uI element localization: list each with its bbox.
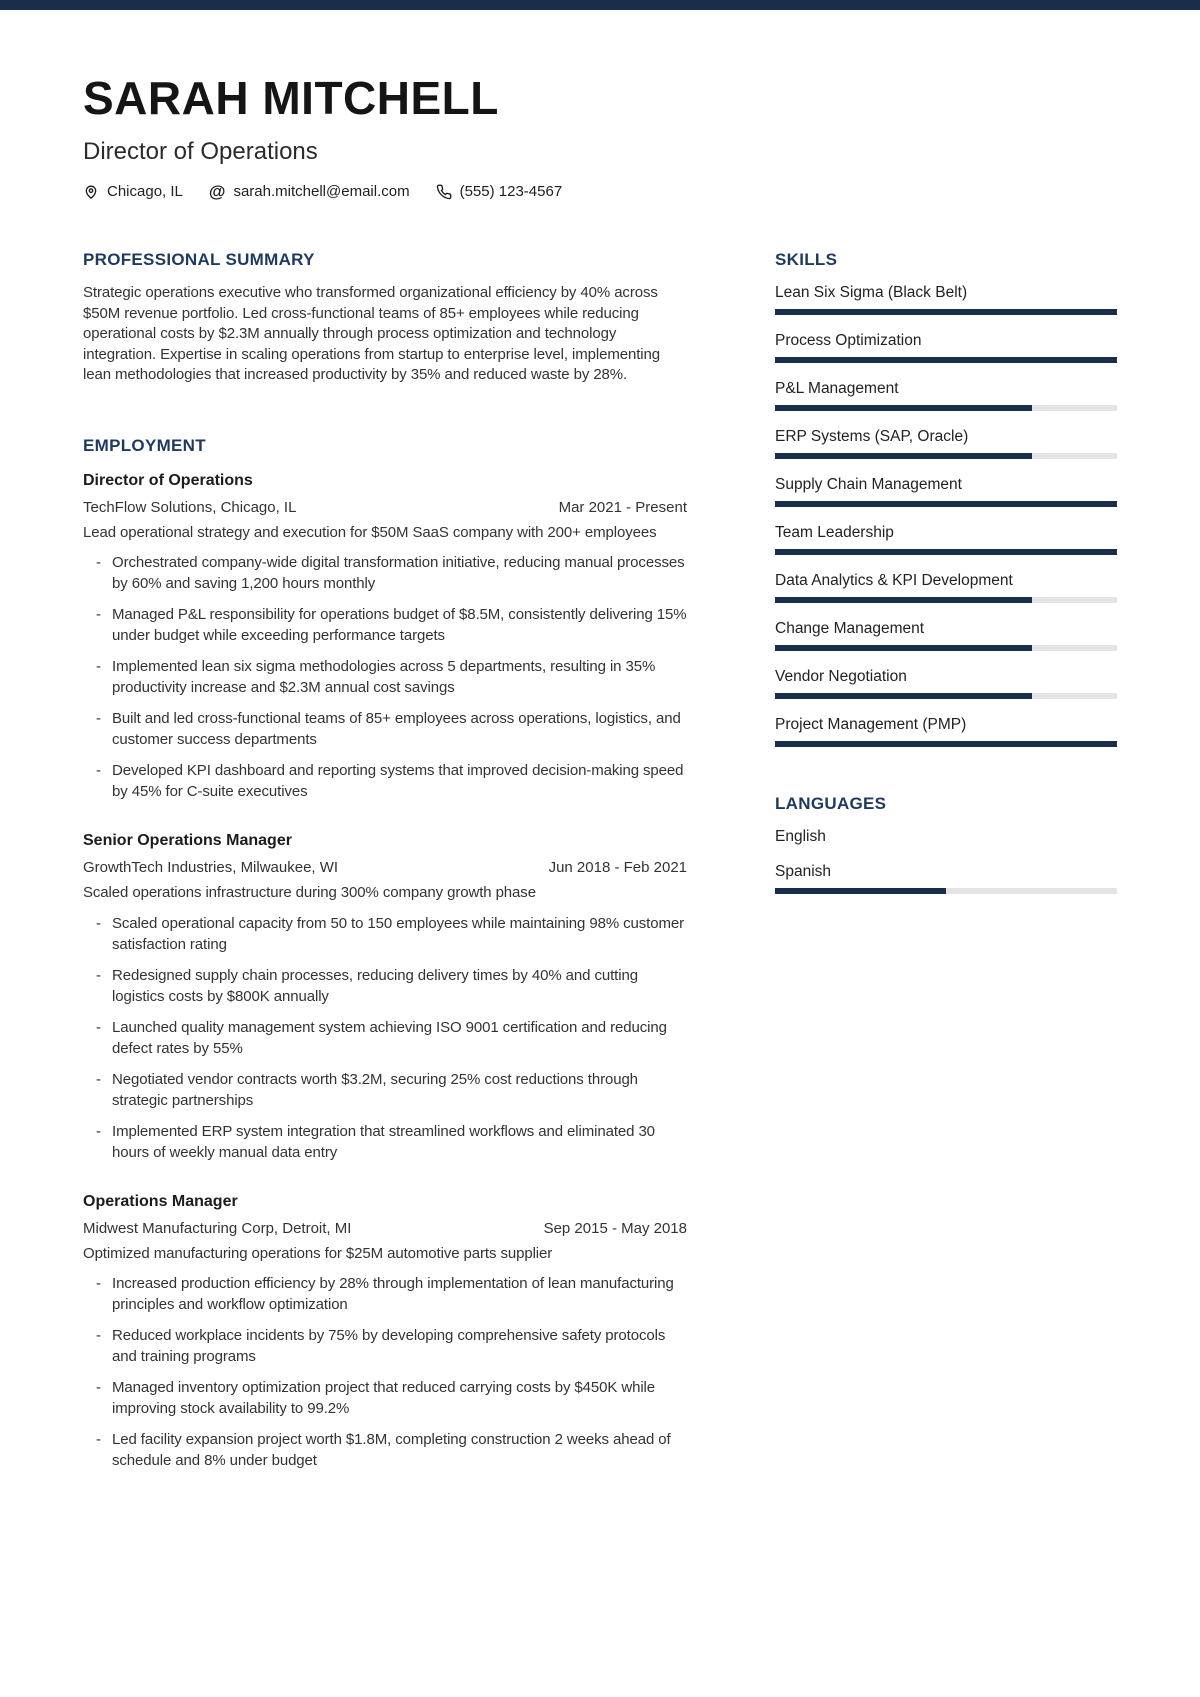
language-bar-fill xyxy=(775,888,946,894)
bullet-item: - Increased production efficiency by 28% through implementation of lean manufacturing principles and workflow optimization xyxy=(83,1273,687,1315)
language-bar-track xyxy=(775,888,1117,894)
person-title: Director of Operations xyxy=(83,138,318,166)
resume-header xyxy=(83,10,1117,200)
employment-heading: EMPLOYMENT xyxy=(83,435,206,455)
bullet-item: - Launched quality management system achieving ISO 9001 certification and reducing defect rates by 55% xyxy=(83,1017,687,1059)
summary-heading: PROFESSIONAL SUMMARY xyxy=(83,250,315,270)
bullet-item: - Reduced workplace incidents by 75% by developing comprehensive safety protocols and training programs xyxy=(83,1325,687,1367)
bullet-item: - Led facility expansion project worth $1.8M, completing construction 2 weeks ahead of schedule and 8% under budget xyxy=(83,1429,687,1471)
job-meta xyxy=(83,1218,687,1239)
job-entry xyxy=(83,1191,687,1472)
skill-bar-track xyxy=(775,693,1117,699)
skill-bar-fill xyxy=(775,693,1032,699)
job-dates: Jun 2018 - Feb 2021 xyxy=(548,859,687,877)
skill-bar-fill xyxy=(775,501,1117,507)
job-title: Director of Operations xyxy=(83,471,253,489)
skill-item xyxy=(775,619,1117,651)
language-label: English xyxy=(775,828,826,846)
skill-label: P&L Management xyxy=(775,380,899,398)
phone-icon xyxy=(436,184,452,200)
bullet-item: - Redesigned supply chain processes, reducing delivery times by 40% and cutting logistics costs by $800K annually xyxy=(83,965,687,1007)
languages-section xyxy=(775,794,1117,894)
skill-item xyxy=(775,475,1117,507)
skill-bar-fill xyxy=(775,645,1032,651)
bullet-item: - Managed inventory optimization project that reduced carrying costs by $450K while improving stock availability to 99.2% xyxy=(83,1377,687,1419)
skill-bar-fill xyxy=(775,405,1032,411)
skills-section xyxy=(775,250,1117,747)
person-name: SARAH MITCHELL xyxy=(83,72,499,124)
contact-location-text: Chicago, IL xyxy=(107,183,183,201)
bullet-item: - Negotiated vendor contracts worth $3.2M, securing 25% cost reductions through strategic partnerships xyxy=(83,1069,687,1111)
skill-bar-track xyxy=(775,549,1117,555)
summary-text: Strategic operations executive who transformed organizational efficiency by 40% across $50M revenue portfolio. Led cross-functional teams of 85+ employees while reducing operational costs by $2.3M annually through process optimization and technology integration. Expertise in scaling operations from startup to enterprise level, implementing lean methodologies that increased productivity by 35% and reduced waste by 28%. xyxy=(83,284,661,384)
sidebar-column xyxy=(775,250,1117,1521)
location-pin-icon xyxy=(83,184,99,200)
language-item xyxy=(775,862,1117,894)
contact-phone xyxy=(436,183,563,200)
skill-bar-fill xyxy=(775,741,1117,747)
language-item xyxy=(775,827,1117,846)
skill-label: Team Leadership xyxy=(775,524,894,542)
job-lead: Lead operational strategy and execution for $50M SaaS company with 200+ employees xyxy=(83,523,657,541)
job-meta xyxy=(83,857,687,878)
skill-item xyxy=(775,427,1117,459)
skill-bar-track xyxy=(775,357,1117,363)
skill-bar-track xyxy=(775,405,1117,411)
accent-top-bar xyxy=(0,0,1200,10)
bullet-item: - Implemented ERP system integration that streamlined workflows and eliminated 30 hours of weekly manual data entry xyxy=(83,1121,687,1163)
skill-label: Data Analytics & KPI Development xyxy=(775,572,1013,590)
bullet-item: - Managed P&L responsibility for operations budget of $8.5M, consistently delivering 15% under budget while exceeding performance targets xyxy=(83,604,687,646)
skill-bar-track xyxy=(775,645,1117,651)
skill-bar-fill xyxy=(775,309,1117,315)
bullet-item: - Developed KPI dashboard and reporting systems that improved decision-making speed by 45% for C-suite executives xyxy=(83,760,687,802)
job-lead: Optimized manufacturing operations for $25M automotive parts supplier xyxy=(83,1244,553,1262)
contact-email-text: sarah.mitchell@email.com xyxy=(233,183,410,201)
skill-item xyxy=(775,379,1117,411)
skill-label: Change Management xyxy=(775,620,925,638)
skill-bar-fill xyxy=(775,549,1117,555)
skill-item xyxy=(775,715,1117,747)
skill-bar-track xyxy=(775,741,1117,747)
resume-page xyxy=(0,10,1200,1521)
at-icon: @ xyxy=(208,182,226,202)
job-dates: Mar 2021 - Present xyxy=(558,498,687,516)
job-entry xyxy=(83,830,687,1163)
skill-label: Vendor Negotiation xyxy=(775,668,907,686)
job-title: Operations Manager xyxy=(83,1192,238,1210)
contact-phone-text: (555) 123-4567 xyxy=(459,183,563,201)
contact-email xyxy=(209,183,410,200)
bullet-item: - Orchestrated company-wide digital transformation initiative, reducing manual processes by 60% and saving 1,200 hours monthly xyxy=(83,552,687,594)
skill-bar-track xyxy=(775,501,1117,507)
skill-label: ERP Systems (SAP, Oracle) xyxy=(775,428,969,446)
skill-bar-track xyxy=(775,453,1117,459)
bullet-item: - Scaled operational capacity from 50 to 150 employees while maintaining 98% customer satisfaction rating xyxy=(83,913,687,955)
job-bullets xyxy=(83,1273,687,1471)
job-bullets xyxy=(83,552,687,802)
bullet-item: - Implemented lean six sigma methodologies across 5 departments, resulting in 35% productivity increase and $2.3M annual cost savings xyxy=(83,656,687,698)
job-company: TechFlow Solutions, Chicago, IL xyxy=(83,498,297,516)
employment-section xyxy=(83,436,687,1472)
content-columns xyxy=(83,250,1117,1521)
job-company: Midwest Manufacturing Corp, Detroit, MI xyxy=(83,1219,352,1237)
skill-item xyxy=(775,571,1117,603)
contact-location xyxy=(83,183,183,200)
skill-label: Lean Six Sigma (Black Belt) xyxy=(775,284,968,302)
languages-heading: LANGUAGES xyxy=(775,794,887,814)
contact-row xyxy=(83,183,1117,200)
main-column xyxy=(83,250,687,1521)
job-dates: Sep 2015 - May 2018 xyxy=(543,1219,687,1237)
skill-bar-track xyxy=(775,597,1117,603)
job-meta xyxy=(83,497,687,518)
skill-bar-fill xyxy=(775,453,1032,459)
skill-item xyxy=(775,331,1117,363)
summary-section xyxy=(83,250,687,386)
job-lead: Scaled operations infrastructure during 300% company growth phase xyxy=(83,884,536,902)
skill-item xyxy=(775,667,1117,699)
job-bullets xyxy=(83,913,687,1163)
skill-bar-fill xyxy=(775,357,1117,363)
job-title: Senior Operations Manager xyxy=(83,832,292,850)
skills-heading: SKILLS xyxy=(775,250,838,270)
bullet-item: - Built and led cross-functional teams of 85+ employees across operations, logistics, and customer success departments xyxy=(83,708,687,750)
skill-bar-track xyxy=(775,309,1117,315)
skill-bar-fill xyxy=(775,597,1032,603)
skill-item xyxy=(775,523,1117,555)
job-company: GrowthTech Industries, Milwaukee, WI xyxy=(83,859,339,877)
job-entry xyxy=(83,470,687,803)
skill-label: Project Management (PMP) xyxy=(775,716,967,734)
skill-label: Supply Chain Management xyxy=(775,476,962,494)
language-label: Spanish xyxy=(775,863,832,881)
skill-item xyxy=(775,283,1117,315)
skill-label: Process Optimization xyxy=(775,332,922,350)
